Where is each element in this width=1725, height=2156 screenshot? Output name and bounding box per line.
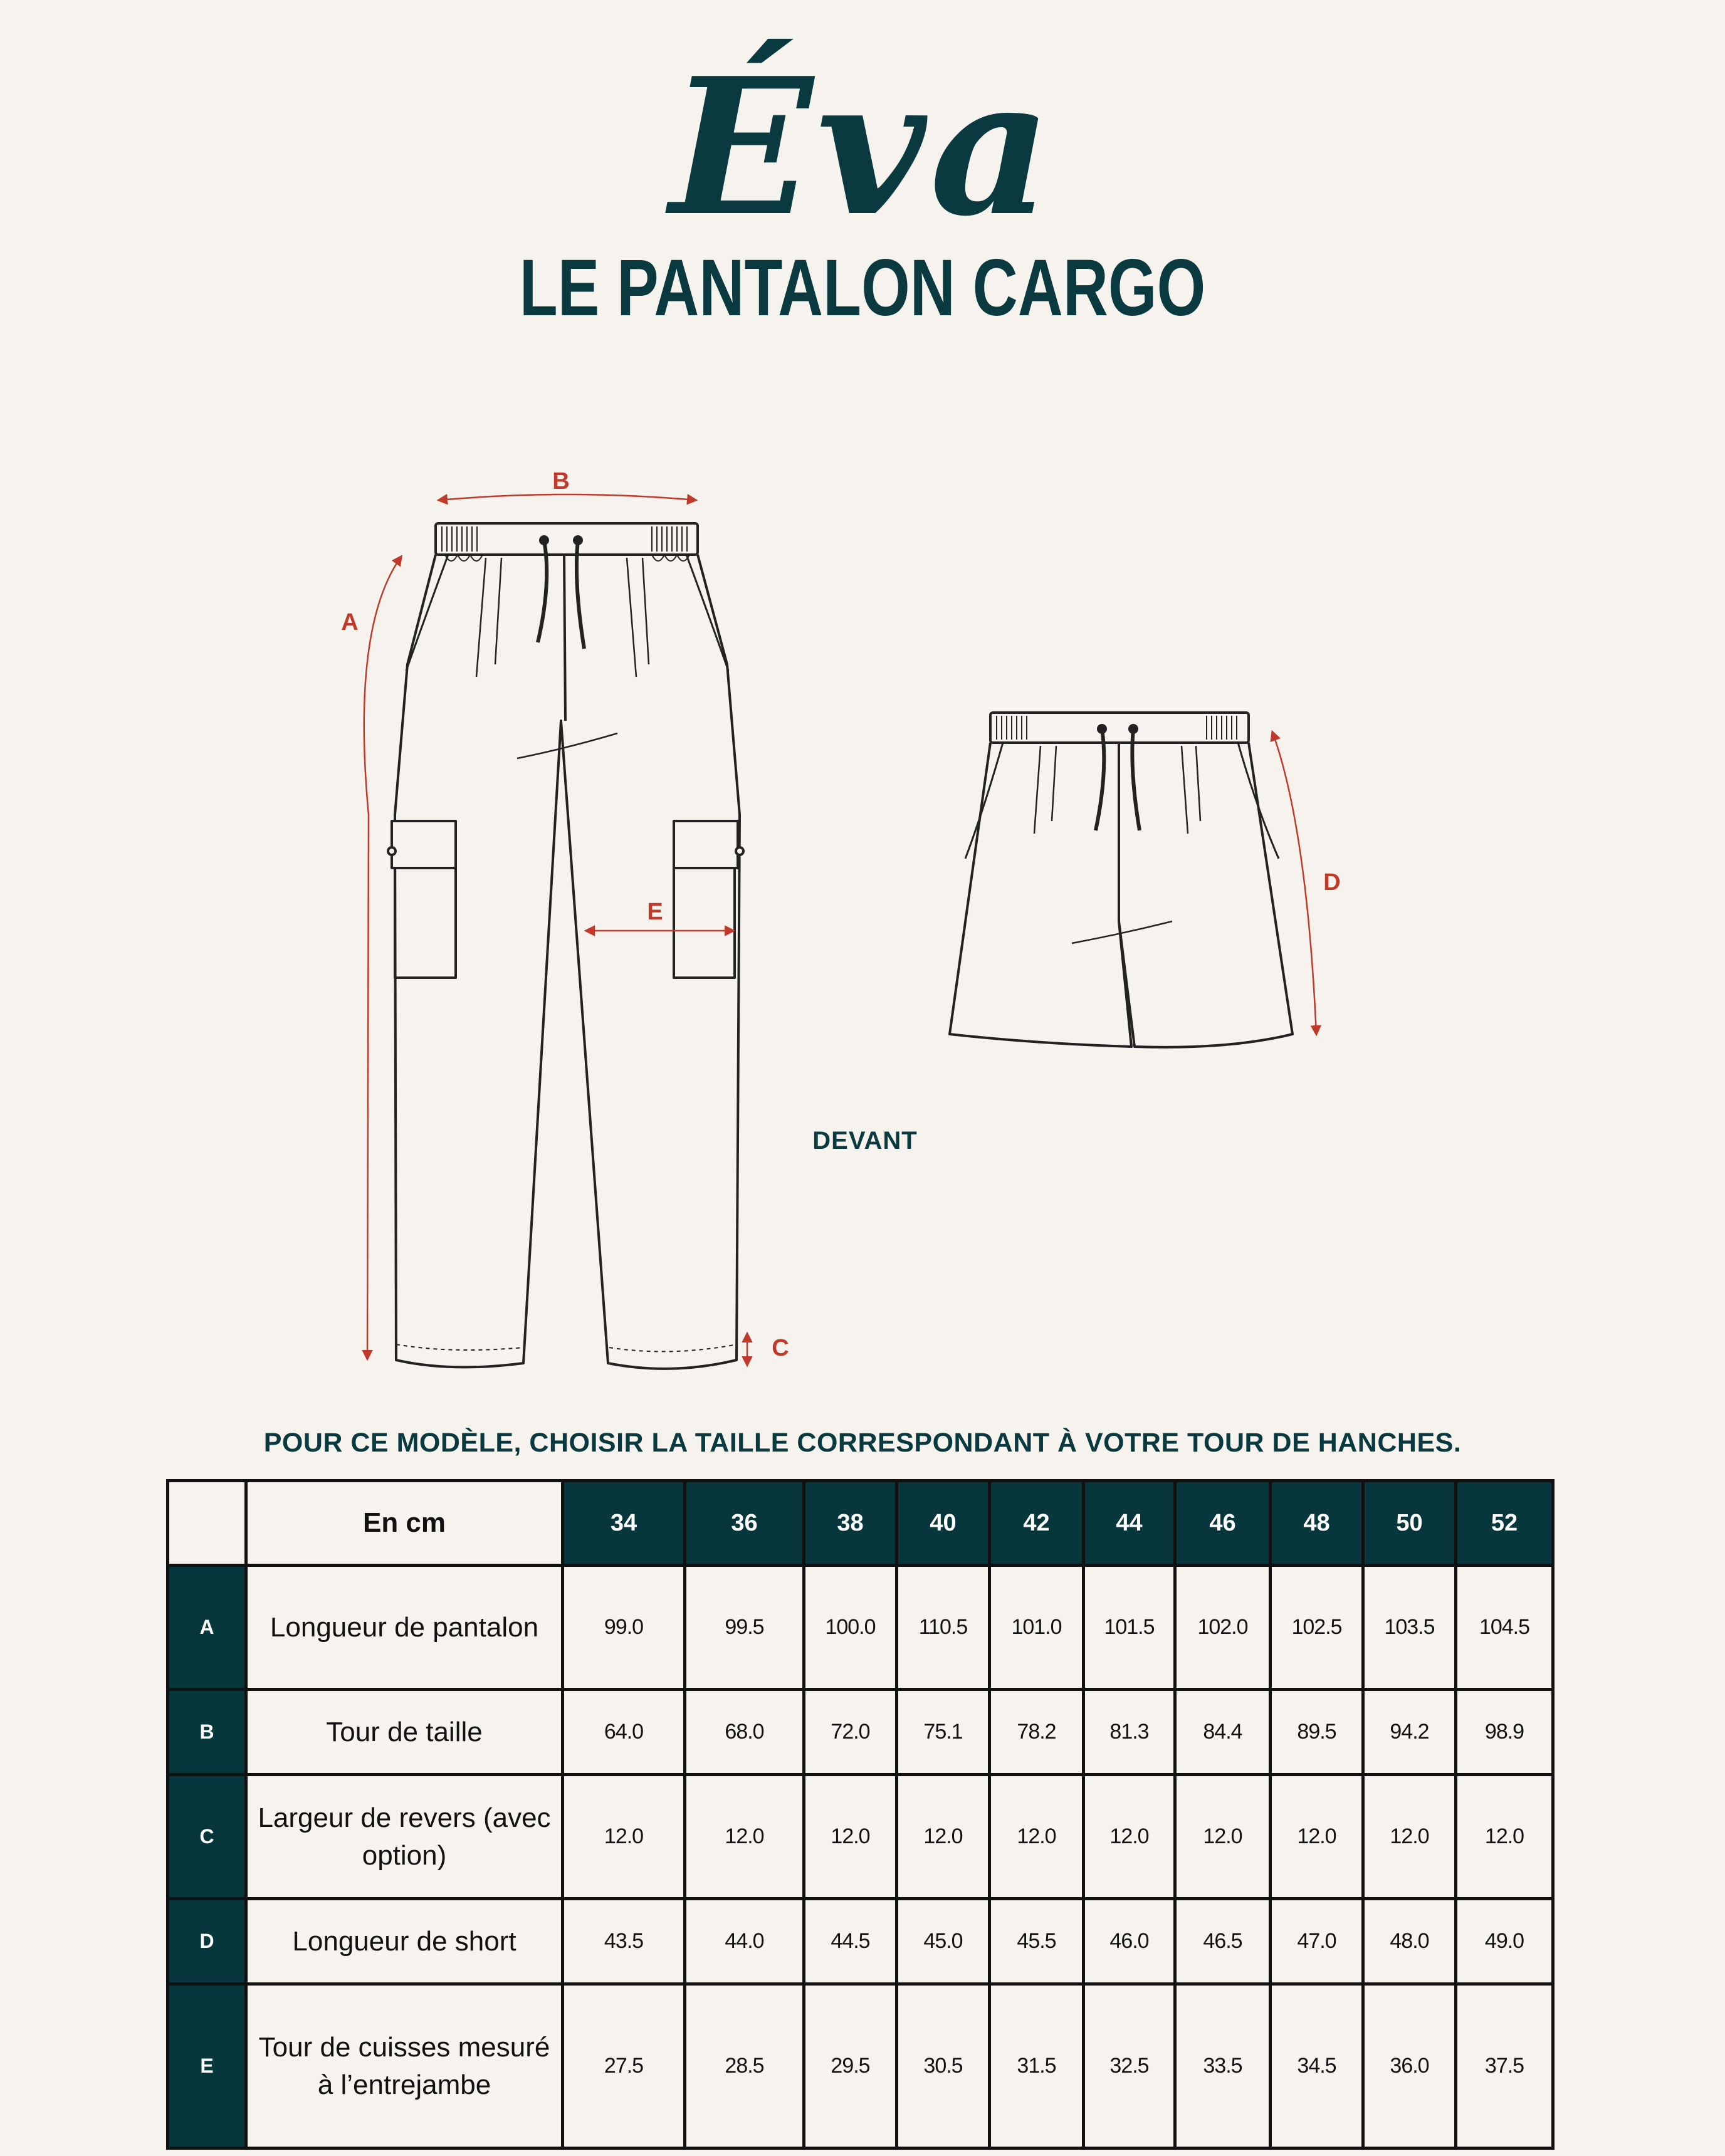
table-cell: 44.5: [804, 1899, 897, 1984]
row-code: C: [168, 1775, 246, 1899]
table-cell: 94.2: [1363, 1690, 1456, 1775]
unit-header: En cm: [246, 1481, 563, 1566]
page-title: LE PANTALON CARGO: [519, 243, 1206, 333]
row-label: Largeur de revers (avec option): [246, 1775, 563, 1899]
table-cell: 98.9: [1456, 1690, 1553, 1775]
row-label: Longueur de short: [246, 1899, 563, 1984]
measure-label-d: D: [1323, 869, 1341, 896]
row-code: B: [168, 1690, 246, 1775]
table-row: [168, 1899, 1553, 1984]
table-cell: 12.0: [1363, 1775, 1456, 1899]
table-row: [168, 1775, 1553, 1899]
row-label: Tour de cuisses mesuré à l’entrejambe: [246, 1984, 563, 2148]
table-cell: 101.5: [1084, 1566, 1175, 1690]
table-cell: 12.0: [1271, 1775, 1363, 1899]
table-cell: 12.0: [897, 1775, 990, 1899]
table-cell: 110.5: [897, 1566, 990, 1690]
measure-line-d: [1272, 732, 1316, 1034]
brand-logo: Éva: [669, 36, 1056, 258]
measure-label-b: B: [552, 468, 570, 495]
measure-label-c: C: [772, 1335, 789, 1361]
table-cell: 72.0: [804, 1690, 897, 1775]
measure-label-a: A: [341, 609, 359, 636]
table-cell: 12.0: [1084, 1775, 1175, 1899]
size-header: 44: [1084, 1481, 1175, 1566]
table-row: [168, 1690, 1553, 1775]
table-cell: 75.1: [897, 1690, 990, 1775]
table-cell: 27.5: [563, 1984, 685, 2148]
table-cell: 46.5: [1175, 1899, 1271, 1984]
table-cell: 99.0: [563, 1566, 685, 1690]
table-row: [168, 1566, 1553, 1690]
table-cell: 28.5: [685, 1984, 804, 2148]
table-cell: 64.0: [563, 1690, 685, 1775]
table-cell: 68.0: [685, 1690, 804, 1775]
table-cell: 103.5: [1363, 1566, 1456, 1690]
measure-label-e: E: [647, 899, 663, 925]
table-cell: 102.0: [1175, 1566, 1271, 1690]
table-cell: 48.0: [1363, 1899, 1456, 1984]
table-cell: 36.0: [1363, 1984, 1456, 2148]
table-cell: 31.5: [990, 1984, 1084, 2148]
table-cell: 12.0: [1175, 1775, 1271, 1899]
table-cell: 30.5: [897, 1984, 990, 2148]
row-code: D: [168, 1899, 246, 1984]
table-cell: 37.5: [1456, 1984, 1553, 2148]
table-row: [168, 1984, 1553, 2148]
size-header: 50: [1363, 1481, 1456, 1566]
table-cell: 81.3: [1084, 1690, 1175, 1775]
table-cell: 12.0: [990, 1775, 1084, 1899]
size-header: 52: [1456, 1481, 1553, 1566]
table-header-row: [168, 1481, 1553, 1566]
trousers-drawing: [388, 523, 743, 1369]
table-cell: 44.0: [685, 1899, 804, 1984]
row-code: A: [168, 1566, 246, 1690]
table-cell: 43.5: [563, 1899, 685, 1984]
table-corner-cell: [168, 1481, 246, 1566]
size-header: 40: [897, 1481, 990, 1566]
table-cell: 49.0: [1456, 1899, 1553, 1984]
table-cell: 84.4: [1175, 1690, 1271, 1775]
table-cell: 104.5: [1456, 1566, 1553, 1690]
table-cell: 46.0: [1084, 1899, 1175, 1984]
table-cell: 47.0: [1271, 1899, 1363, 1984]
table-cell: 101.0: [990, 1566, 1084, 1690]
table-cell: 45.0: [897, 1899, 990, 1984]
size-header: 42: [990, 1481, 1084, 1566]
size-header: 48: [1271, 1481, 1363, 1566]
table-cell: 99.5: [685, 1566, 804, 1690]
view-label: DEVANT: [812, 1127, 918, 1154]
size-header: 34: [563, 1481, 685, 1566]
table-cell: 33.5: [1175, 1984, 1271, 2148]
row-label: Longueur de pantalon: [246, 1566, 563, 1690]
table-cell: 100.0: [804, 1566, 897, 1690]
table-cell: 29.5: [804, 1984, 897, 2148]
size-header: 46: [1175, 1481, 1271, 1566]
table-cell: 32.5: [1084, 1984, 1175, 2148]
table-cell: 45.5: [990, 1899, 1084, 1984]
row-label: Tour de taille: [246, 1690, 563, 1775]
table-cell: 102.5: [1271, 1566, 1363, 1690]
table-cell: 89.5: [1271, 1690, 1363, 1775]
size-instruction: POUR CE MODÈLE, CHOISIR LA TAILLE CORRESPONDANT À VOTRE TOUR DE HANCHES.: [263, 1428, 1462, 1458]
measure-line-b: [439, 495, 696, 500]
measure-lines: [364, 495, 1316, 1365]
row-code: E: [168, 1984, 246, 2148]
table-cell: 12.0: [563, 1775, 685, 1899]
table-cell: 12.0: [804, 1775, 897, 1899]
table-cell: 12.0: [1456, 1775, 1553, 1899]
size-header: 38: [804, 1481, 897, 1566]
table-cell: 78.2: [990, 1690, 1084, 1775]
size-chart-table: [166, 1479, 1555, 2150]
table-cell: 34.5: [1271, 1984, 1363, 2148]
size-header: 36: [685, 1481, 804, 1566]
shorts-drawing: [950, 713, 1292, 1047]
table-cell: 12.0: [685, 1775, 804, 1899]
